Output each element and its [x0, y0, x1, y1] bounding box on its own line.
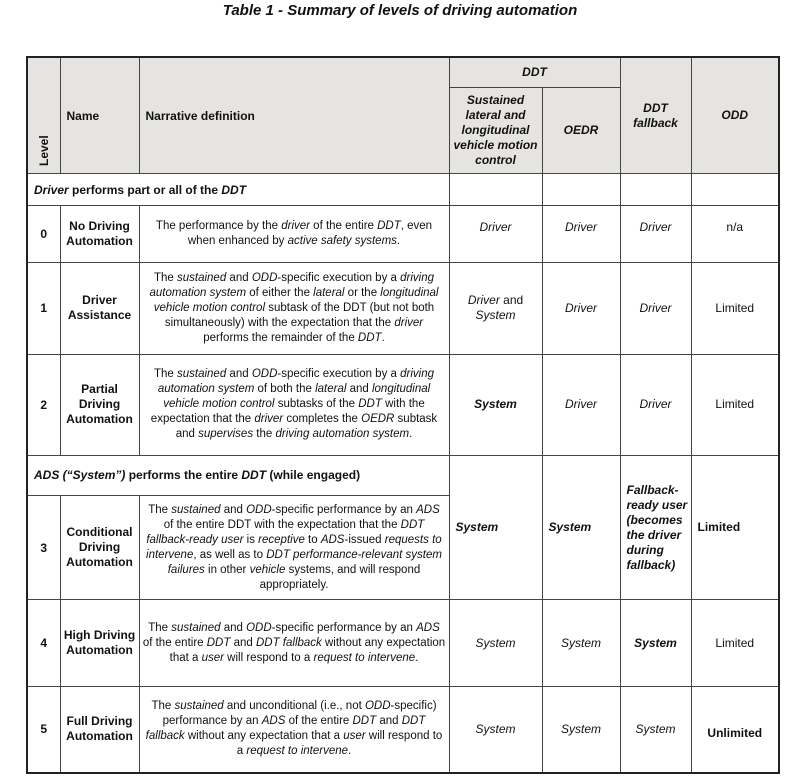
level-name: Full Driving Automation — [60, 686, 139, 773]
section-ads-label: ADS (“System”) performs the entire DDT (while engaged) — [27, 455, 449, 495]
level-definition: The sustained and ODD-specific execution by a driving automation system of either the lateral or the longitudinal vehicle motion control subtask of the DDT (but not both simultaneously) with the expectation that the driver performs the remainder of the DDT. — [139, 262, 449, 355]
table-caption: Table 1 - Summary of levels of driving automation — [222, 2, 578, 19]
sustained-cell: Driver and System — [449, 262, 542, 355]
definition-header: Narrative definition — [139, 57, 449, 174]
level-name: High Driving Automation — [60, 600, 139, 686]
odd-cell: Limited — [691, 355, 779, 456]
section-ads-row — [27, 455, 779, 495]
fallback-header: DDT fallback — [620, 57, 691, 174]
level-definition: The performance by the driver of the entire DDT, even when enhanced by active safety systems. — [139, 206, 449, 262]
fallback-cell: Fallback-ready user (becomes the driver during fallback) — [620, 455, 691, 600]
fallback-cell: System — [620, 600, 691, 686]
section-driver-label: Driver performs part or all of the DDT — [27, 174, 449, 206]
sustained-header: Sustained lateral and longitudinal vehicle motion control — [449, 87, 542, 173]
sustained-cell: System — [449, 600, 542, 686]
level-definition: The sustained and ODD-specific execution by a driving automation system of both the lateral and longitudinal vehicle motion control subtasks of the DDT with the expectation that the driver completes the OEDR subtask and supervises the driving automation system. — [139, 355, 449, 456]
oedr-cell: Driver — [542, 355, 620, 456]
odd-cell: Limited — [691, 262, 779, 355]
odd-header: ODD — [691, 57, 779, 174]
fallback-cell: System — [620, 686, 691, 773]
fallback-cell: Driver — [620, 355, 691, 456]
table-row — [27, 355, 779, 456]
level-number: 1 — [27, 262, 60, 355]
level-definition: The sustained and ODD-specific performance by an ADS of the entire DDT and DDT fallback without any expectation that a user will respond to a request to intervene. — [139, 600, 449, 686]
level-number: 5 — [27, 686, 60, 773]
oedr-cell: Driver — [542, 206, 620, 262]
odd-cell: Unlimited — [691, 686, 779, 773]
sustained-cell: System — [449, 455, 542, 600]
table-row — [27, 206, 779, 262]
table-row — [27, 262, 779, 355]
level-number: 4 — [27, 600, 60, 686]
fallback-cell: Driver — [620, 262, 691, 355]
oedr-header: OEDR — [542, 87, 620, 173]
level-header-label: Level — [36, 135, 51, 167]
odd-cell: Limited — [691, 455, 779, 600]
level-number: 0 — [27, 206, 60, 262]
sustained-cell: System — [449, 355, 542, 456]
level-number: 3 — [27, 495, 60, 600]
level-header — [27, 57, 60, 174]
level-name: Partial Driving Automation — [60, 355, 139, 456]
level-definition: The sustained and unconditional (i.e., not ODD-specific) performance by an ADS of the entire DDT and DDT fallback without any expectation that a user will respond to a request to intervene. — [139, 686, 449, 773]
sustained-cell: System — [449, 686, 542, 773]
odd-cell: Limited — [691, 600, 779, 686]
ddt-group-header: DDT — [449, 57, 620, 87]
odd-cell: n/a — [691, 206, 779, 262]
fallback-cell: Driver — [620, 206, 691, 262]
table-row — [27, 686, 779, 773]
level-number: 2 — [27, 355, 60, 456]
oedr-cell: Driver — [542, 262, 620, 355]
level-name: No Driving Automation — [60, 206, 139, 262]
oedr-cell: System — [542, 455, 620, 600]
oedr-cell: System — [542, 600, 620, 686]
name-header: Name — [60, 57, 139, 174]
level-name: Driver Assistance — [60, 262, 139, 355]
level-definition: The sustained and ODD-specific performance by an ADS of the entire DDT with the expectation that the DDT fallback-ready user is receptive to ADS-issued requests to intervene, as well as to DDT performance-relevant system failures in other vehicle systems, and will respond appropriately. — [139, 495, 449, 600]
section-driver-row — [27, 174, 779, 206]
table-row — [27, 600, 779, 686]
oedr-cell: System — [542, 686, 620, 773]
level-name: Conditional Driving Automation — [60, 495, 139, 600]
sustained-cell: Driver — [449, 206, 542, 262]
automation-levels-table — [26, 56, 780, 774]
